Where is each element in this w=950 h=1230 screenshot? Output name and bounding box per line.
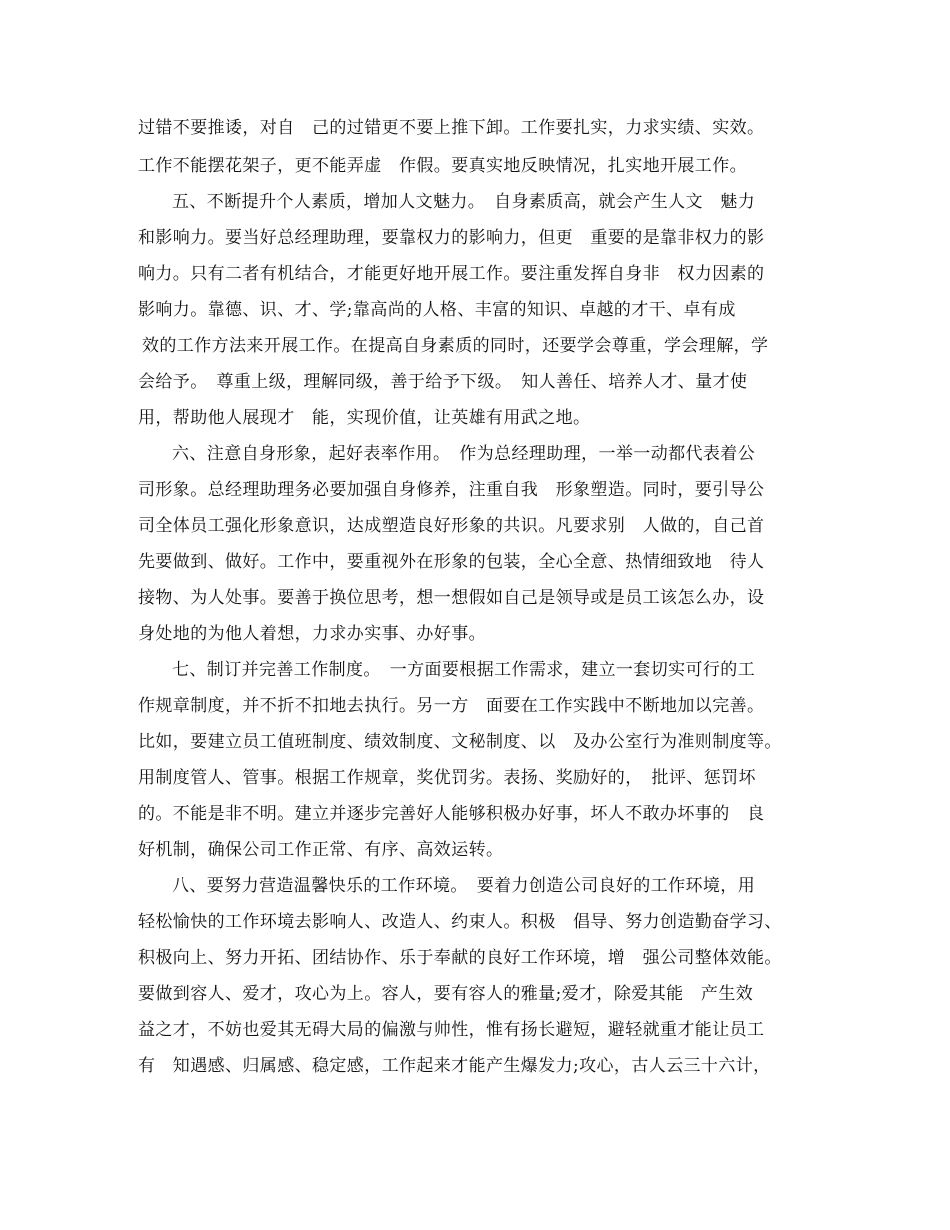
text-line: 接物、为人处事。要善于换位思考，想一想假如自己是领导或是员工该怎么办，设	[138, 588, 765, 608]
text-line: 先要做到、做好。工作中，要重视外在形象的包装，全心全意、热情细致地 待人	[138, 552, 765, 572]
text-line: 好机制，确保公司工作正常、有序、高效运转。	[138, 840, 504, 860]
text-line: 益之才，不妨也爱其无碍大局的偏激与帅性，惟有扬长避短，避轻就重才能让员工	[138, 1020, 765, 1040]
text-line: 会给予。 尊重上级，理解同级，善于给予下级。 知人善任、培养人才、量才使	[138, 372, 748, 392]
text-line: 身处地的为他人着想，力求办实事、办好事。	[138, 624, 486, 644]
text-line: 用，帮助他人展现才 能，实现价值，让英雄有用武之地。	[138, 408, 591, 428]
text-line: 影响力。靠德、识、才、学;靠高尚的人格、丰富的知识、卓越的才干、卓有成	[138, 300, 736, 320]
text-line: 用制度管人、管事。根据工作规章，奖优罚劣。表扬、奖励好的， 批评、惩罚坏	[138, 768, 756, 788]
text-line: 和影响力。要当好总经理助理，要靠权力的影响力，但更 重要的是靠非权力的影	[138, 228, 765, 248]
section-heading-line: 七、制订并完善工作制度。 一方面要根据工作需求，建立一套切实可行的工	[172, 660, 756, 680]
section-heading-line: 六、注意自身形象，起好表率作用。 作为总经理助理，一举一动都代表着公	[172, 444, 756, 464]
section-heading-line: 八、要努力营造温馨快乐的工作环境。 要着力创造公司良好的工作环境，用	[172, 876, 756, 896]
text-line: 作规章制度，并不折不扣地去执行。另一方 面要在工作实践中不断地加以完善。	[138, 696, 765, 716]
text-line: 工作不能摆花架子，更不能弄虚 作假。要真实地反映情况，扎实地开展工作。	[138, 156, 747, 176]
text-line: 轻松愉快的工作环境去影响人、改造人、约束人。积极 倡导、努力创造勤奋学习、	[138, 912, 782, 932]
text-line: 的。不能是非不明。建立并逐步完善好人能够积极办好事，坏人不敢办坏事的 良	[138, 804, 765, 824]
text-line: 司全体员工强化形象意识，达成塑造良好形象的共识。凡要求别 人做的，自己首	[138, 516, 765, 536]
text-line: 积极向上、努力开拓、团结协作、乐于奉献的良好工作环境，增 强公司整体效能。	[138, 948, 782, 968]
section-heading-line: 五、不断提升个人素质，增加人文魅力。 自身素质高，就会产生人文 魅力	[172, 192, 756, 212]
text-line: 有 知遇感、归属感、稳定感，工作起来才能产生爆发力;攻心，古人云三十六计，	[138, 1056, 771, 1076]
text-line: 司形象。总经理助理务必要加强自身修养，注重自我 形象塑造。同时，要引导公	[138, 480, 765, 500]
text-line: 要做到容人、爱才，攻心为上。容人，要有容人的雅量;爱才，除爱其能 产生效	[138, 984, 754, 1004]
text-line: 过错不要推诿，对自 己的过错更不要上推下卸。工作要扎实，力求实绩、实效。	[138, 118, 765, 138]
text-line: 效的工作方法来开展工作。在提高自身素质的同时，还要学会尊重，学会理解，学	[142, 336, 769, 356]
text-line: 响力。只有二者有机结合，才能更好地开展工作。要注重发挥自身非 权力因素的	[138, 264, 765, 284]
text-line: 比如，要建立员工值班制度、绩效制度、文秘制度、以 及办公室行为准则制度等。	[138, 732, 782, 752]
